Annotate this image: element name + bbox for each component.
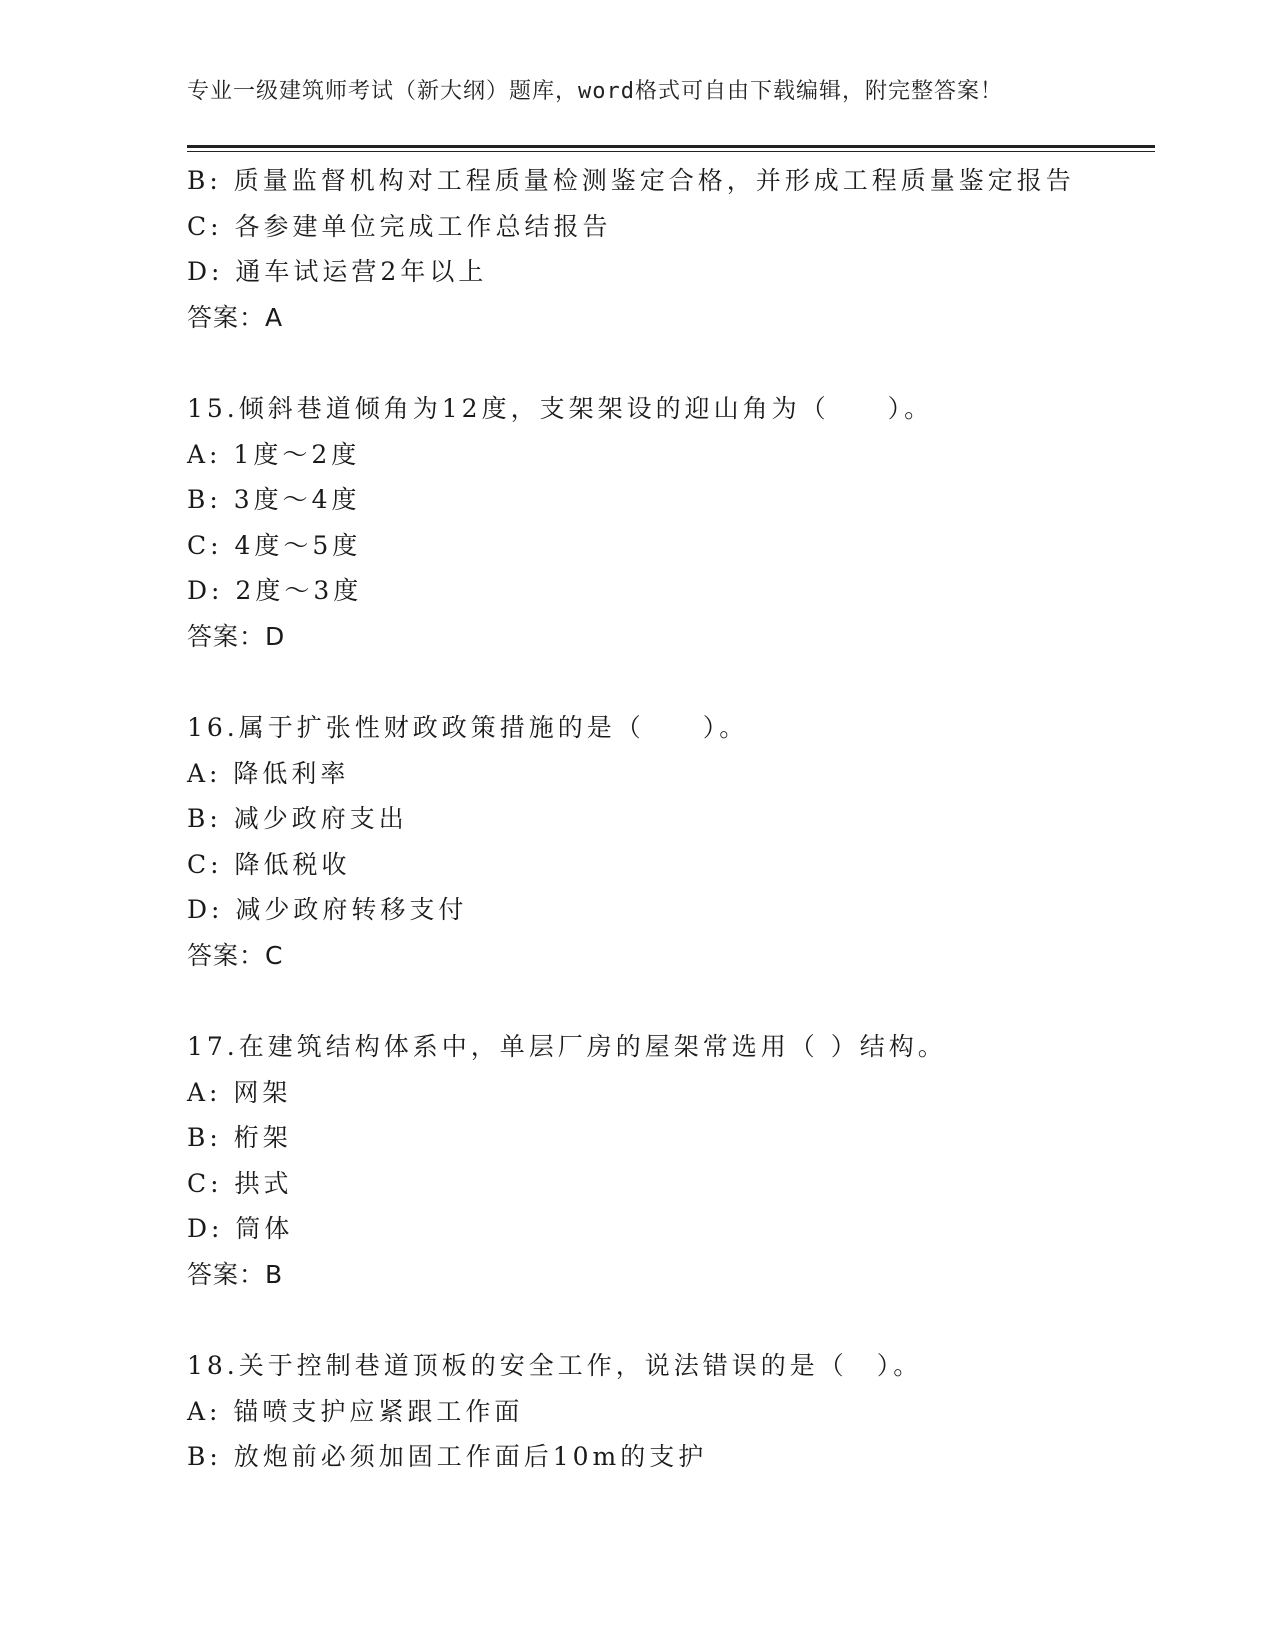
question-content [187, 158, 1155, 1480]
question-17 [187, 1024, 1155, 1297]
option-c: C: 拱式 [187, 1168, 293, 1198]
answer-line: 答案：D [187, 621, 286, 651]
option-b: B: 桁架 [187, 1123, 292, 1152]
option-c: C: 降低税收 [187, 849, 351, 879]
spacer [187, 1297, 1155, 1343]
question-stem: 16.属于扩张性财政政策措施的是（ ）。 [187, 713, 749, 742]
option-c: C: 各参建单位完成工作总结报告 [187, 211, 612, 241]
option-c: C: 4度～5度 [187, 530, 362, 560]
answer-line: 答案：B [187, 1259, 284, 1289]
option-b: B: 质量监督机构对工程质量检测鉴定合格，并形成工程质量鉴定报告 [187, 166, 1075, 195]
answer-line: 答案：A [187, 302, 284, 332]
carryover-block [187, 158, 1155, 340]
page-header: 专业一级建筑师考试（新大纲）题库，word格式可自由下载编辑，附完整答案！ [187, 79, 1003, 104]
option-d: D: 减少政府转移支付 [187, 895, 468, 924]
option-b: B: 放炮前必须加固工作面后10m的支护 [187, 1442, 708, 1471]
option-a: A: 降低利率 [187, 758, 350, 788]
option-a: A: 1度～2度 [187, 439, 361, 469]
question-15 [187, 386, 1155, 659]
question-stem: 17.在建筑结构体系中，单层厂房的屋架常选用（ ）结构。 [187, 1032, 947, 1061]
option-b: B: 3度～4度 [187, 485, 361, 514]
option-d: D: 通车试运营2年以上 [187, 257, 488, 286]
header-rule-thin [187, 151, 1155, 152]
answer-line: 答案：C [187, 940, 284, 970]
spacer [187, 659, 1155, 705]
option-d: D: 2度～3度 [187, 576, 363, 605]
spacer [187, 978, 1155, 1024]
question-18 [187, 1343, 1155, 1480]
question-16 [187, 705, 1155, 978]
question-stem: 15.倾斜巷道倾角为12度，支架架设的迎山角为（ ）。 [187, 394, 934, 423]
option-a: A: 锚喷支护应紧跟工作面 [187, 1396, 524, 1426]
option-d: D: 筒体 [187, 1214, 294, 1243]
spacer [187, 340, 1155, 386]
header-rule-thick [187, 145, 1155, 148]
question-stem: 18.关于控制巷道顶板的安全工作，说法错误的是（ ）。 [187, 1351, 923, 1380]
option-b: B: 减少政府支出 [187, 804, 408, 833]
option-a: A: 网架 [187, 1077, 292, 1107]
